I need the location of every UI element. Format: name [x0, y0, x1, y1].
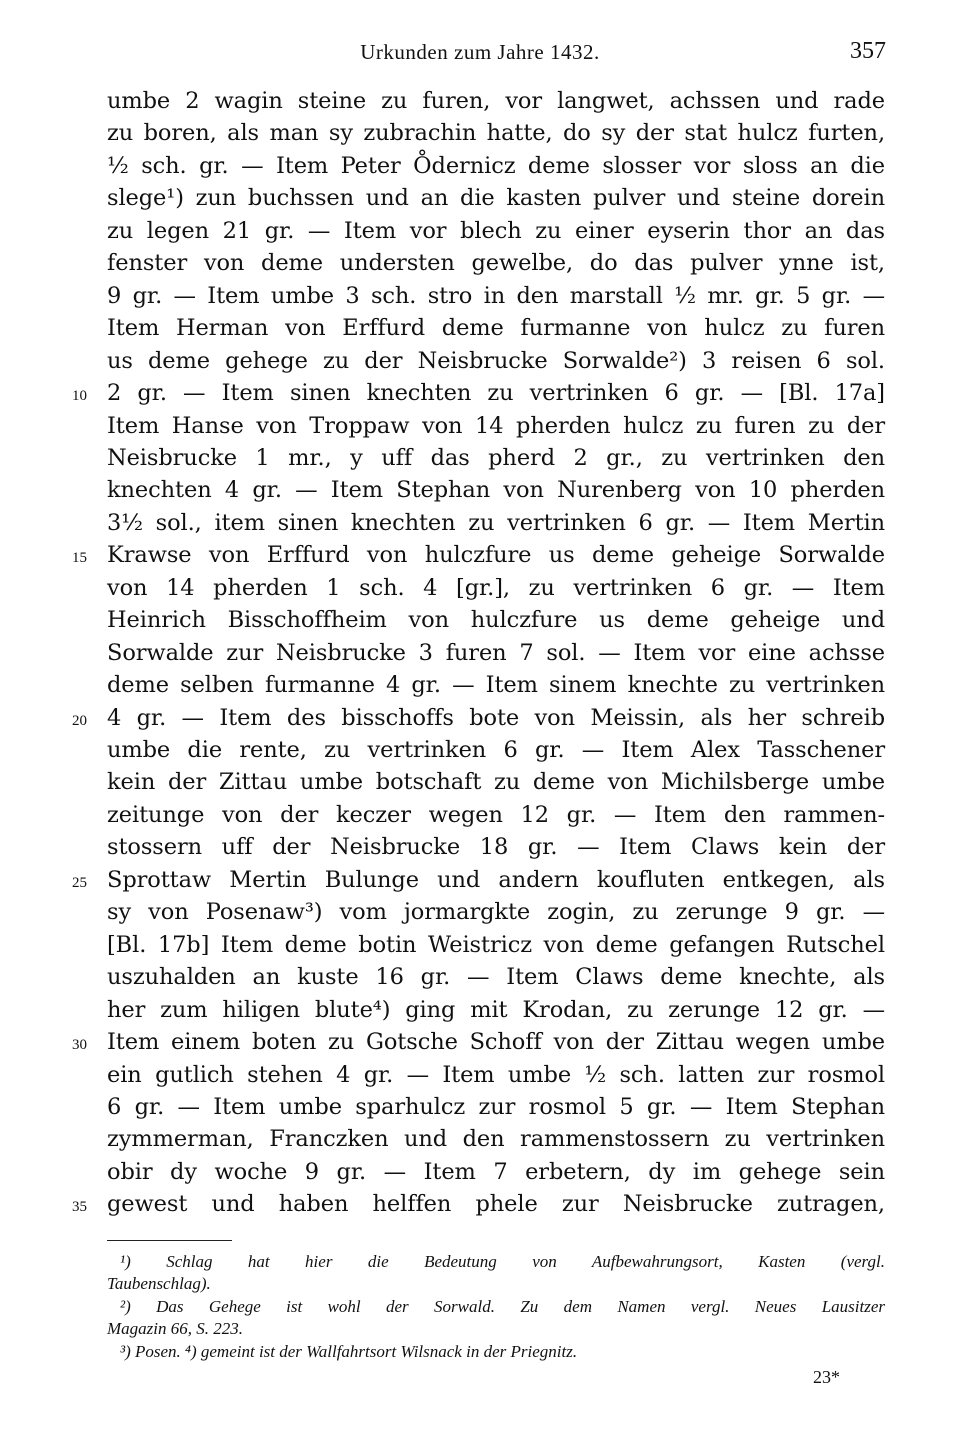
text-line: her zum hiligen blute⁴) ging mit Krodan, zu zerunge 12 gr. —: [107, 996, 885, 1023]
text-line: Item Hanse von Troppaw von 14 pherden hulcz zu furen zu der: [107, 412, 885, 439]
running-header: Urkunden zum Jahre 1432.: [360, 40, 600, 64]
signature-mark: 23*: [813, 1367, 840, 1387]
line-number: 15: [72, 550, 87, 567]
text-line: Sorwalde zur Neisbrucke 3 furen 7 sol. — Item vor eine achsse: [107, 639, 885, 666]
text-line: fenster von deme understen gewelbe, do das pulver ynne ist,: [107, 250, 885, 277]
line-number: 20: [72, 712, 87, 729]
text-line: Neisbrucke 1 mr., y uff das pherd 2 gr., zu vertrinken den: [107, 444, 885, 471]
text-line: zymmerman, Franczken und den rammenstossern zu vertrinken: [107, 1126, 885, 1153]
text-line: slege¹) zun buchssen und an die kasten pulver und steine dorein: [107, 185, 885, 212]
text-line: 2 gr. — Item sinen knechten zu vertrinken 6 gr. — [Bl. 17a]: [107, 380, 885, 407]
text-line: 6 gr. — Item umbe sparhulcz zur rosmol 5 gr. — Item Stephan: [107, 1093, 885, 1120]
page-number: 357: [850, 38, 886, 64]
text-line: 4 gr. — Item des bisschoffs bote von Meissin, als her schreib: [107, 704, 885, 731]
text-line: kein der Zittau umbe botschaft zu deme von Michilsberge umbe: [107, 769, 885, 796]
footnote-3-4: ³) Posen. ⁴) gemeint ist der Wallfahrtsort Wilsnack in der Priegnitz.: [120, 1342, 578, 1361]
text-line: us deme gehege zu der Neisbrucke Sorwalde²) 3 reisen 6 sol.: [107, 347, 885, 374]
footnote-1: ¹) Schlag hat hier die Bedeutung von Aufbewahrungsort, Kasten (vergl.: [120, 1252, 885, 1271]
footnote-divider: [107, 1240, 232, 1241]
line-number: 10: [72, 388, 87, 405]
text-line: sy von Posenaw³) vom jormargkte zogin, zu zerunge 9 gr. —: [107, 899, 885, 926]
text-line: knechten 4 gr. — Item Stephan von Nurenberg von 10 pherden: [107, 477, 885, 504]
text-line: uszuhalden an kuste 16 gr. — Item Claws deme knechte, als: [107, 964, 885, 991]
text-line: Item Herman von Erffurd deme furmanne von hulcz zu furen: [107, 315, 885, 342]
line-number: 30: [72, 1037, 87, 1054]
text-line: zu boren, als man sy zubrachin hatte, do sy der stat hulcz furten,: [107, 120, 885, 147]
text-line: ½ sch. gr. — Item Peter O̊dernicz deme slosser vor sloss an die: [107, 152, 885, 179]
text-line: 9 gr. — Item umbe 3 sch. stro in den marstall ½ mr. gr. 5 gr. —: [107, 282, 885, 309]
text-line: umbe die rente, zu vertrinken 6 gr. — Item Alex Tasschener: [107, 737, 885, 763]
text-line: Sprottaw Mertin Bulunge und andern koufluten entkegen, als: [107, 866, 885, 893]
text-line: ein gutlich stehen 4 gr. — Item umbe ½ sch. latten zur rosmol: [107, 1061, 885, 1088]
footnote-1-continued: Taubenschlag).: [107, 1274, 211, 1293]
text-line: Item einem boten zu Gotsche Schoff von der Zittau wegen umbe: [107, 1029, 885, 1056]
text-line: obir dy woche 9 gr. — Item 7 erbetern, dy im gehege sein: [107, 1158, 885, 1185]
text-line: gewest und haben helffen phele zur Neisbrucke zutragen,: [107, 1191, 885, 1218]
text-line: zeitunge von der keczer wegen 12 gr. — Item den rammen-: [107, 801, 885, 828]
text-line: stossern uff der Neisbrucke 18 gr. — Item Claws kein der: [107, 834, 885, 861]
footnote-2: ²) Das Gehege ist wohl der Sorwald. Zu dem Namen vergl. Neues Lausitzer: [120, 1297, 885, 1316]
text-line: Heinrich Bisschoffheim von hulczfure us deme geheige und: [107, 607, 885, 634]
line-number: 25: [72, 874, 87, 891]
text-line: 3½ sol., item sinen knechten zu vertrinken 6 gr. — Item Mertin: [107, 509, 885, 536]
line-number: 35: [72, 1199, 87, 1216]
text-line: [Bl. 17b] Item deme botin Weistricz von deme gefangen Rutschel: [107, 931, 885, 958]
footnote-2-continued: Magazin 66, S. 223.: [107, 1319, 243, 1338]
text-line: deme selben furmanne 4 gr. — Item sinem knechte zu vertrinken: [107, 672, 885, 699]
text-line: umbe 2 wagin steine zu furen, vor langwet, achssen und rade: [107, 88, 885, 114]
text-line: von 14 pherden 1 sch. 4 [gr.], zu vertrinken 6 gr. — Item: [107, 574, 885, 601]
text-line: Krawse von Erffurd von hulczfure us deme geheige Sorwalde: [107, 542, 885, 569]
text-line: zu legen 21 gr. — Item vor blech zu einer eyserin thor an das: [107, 217, 885, 244]
